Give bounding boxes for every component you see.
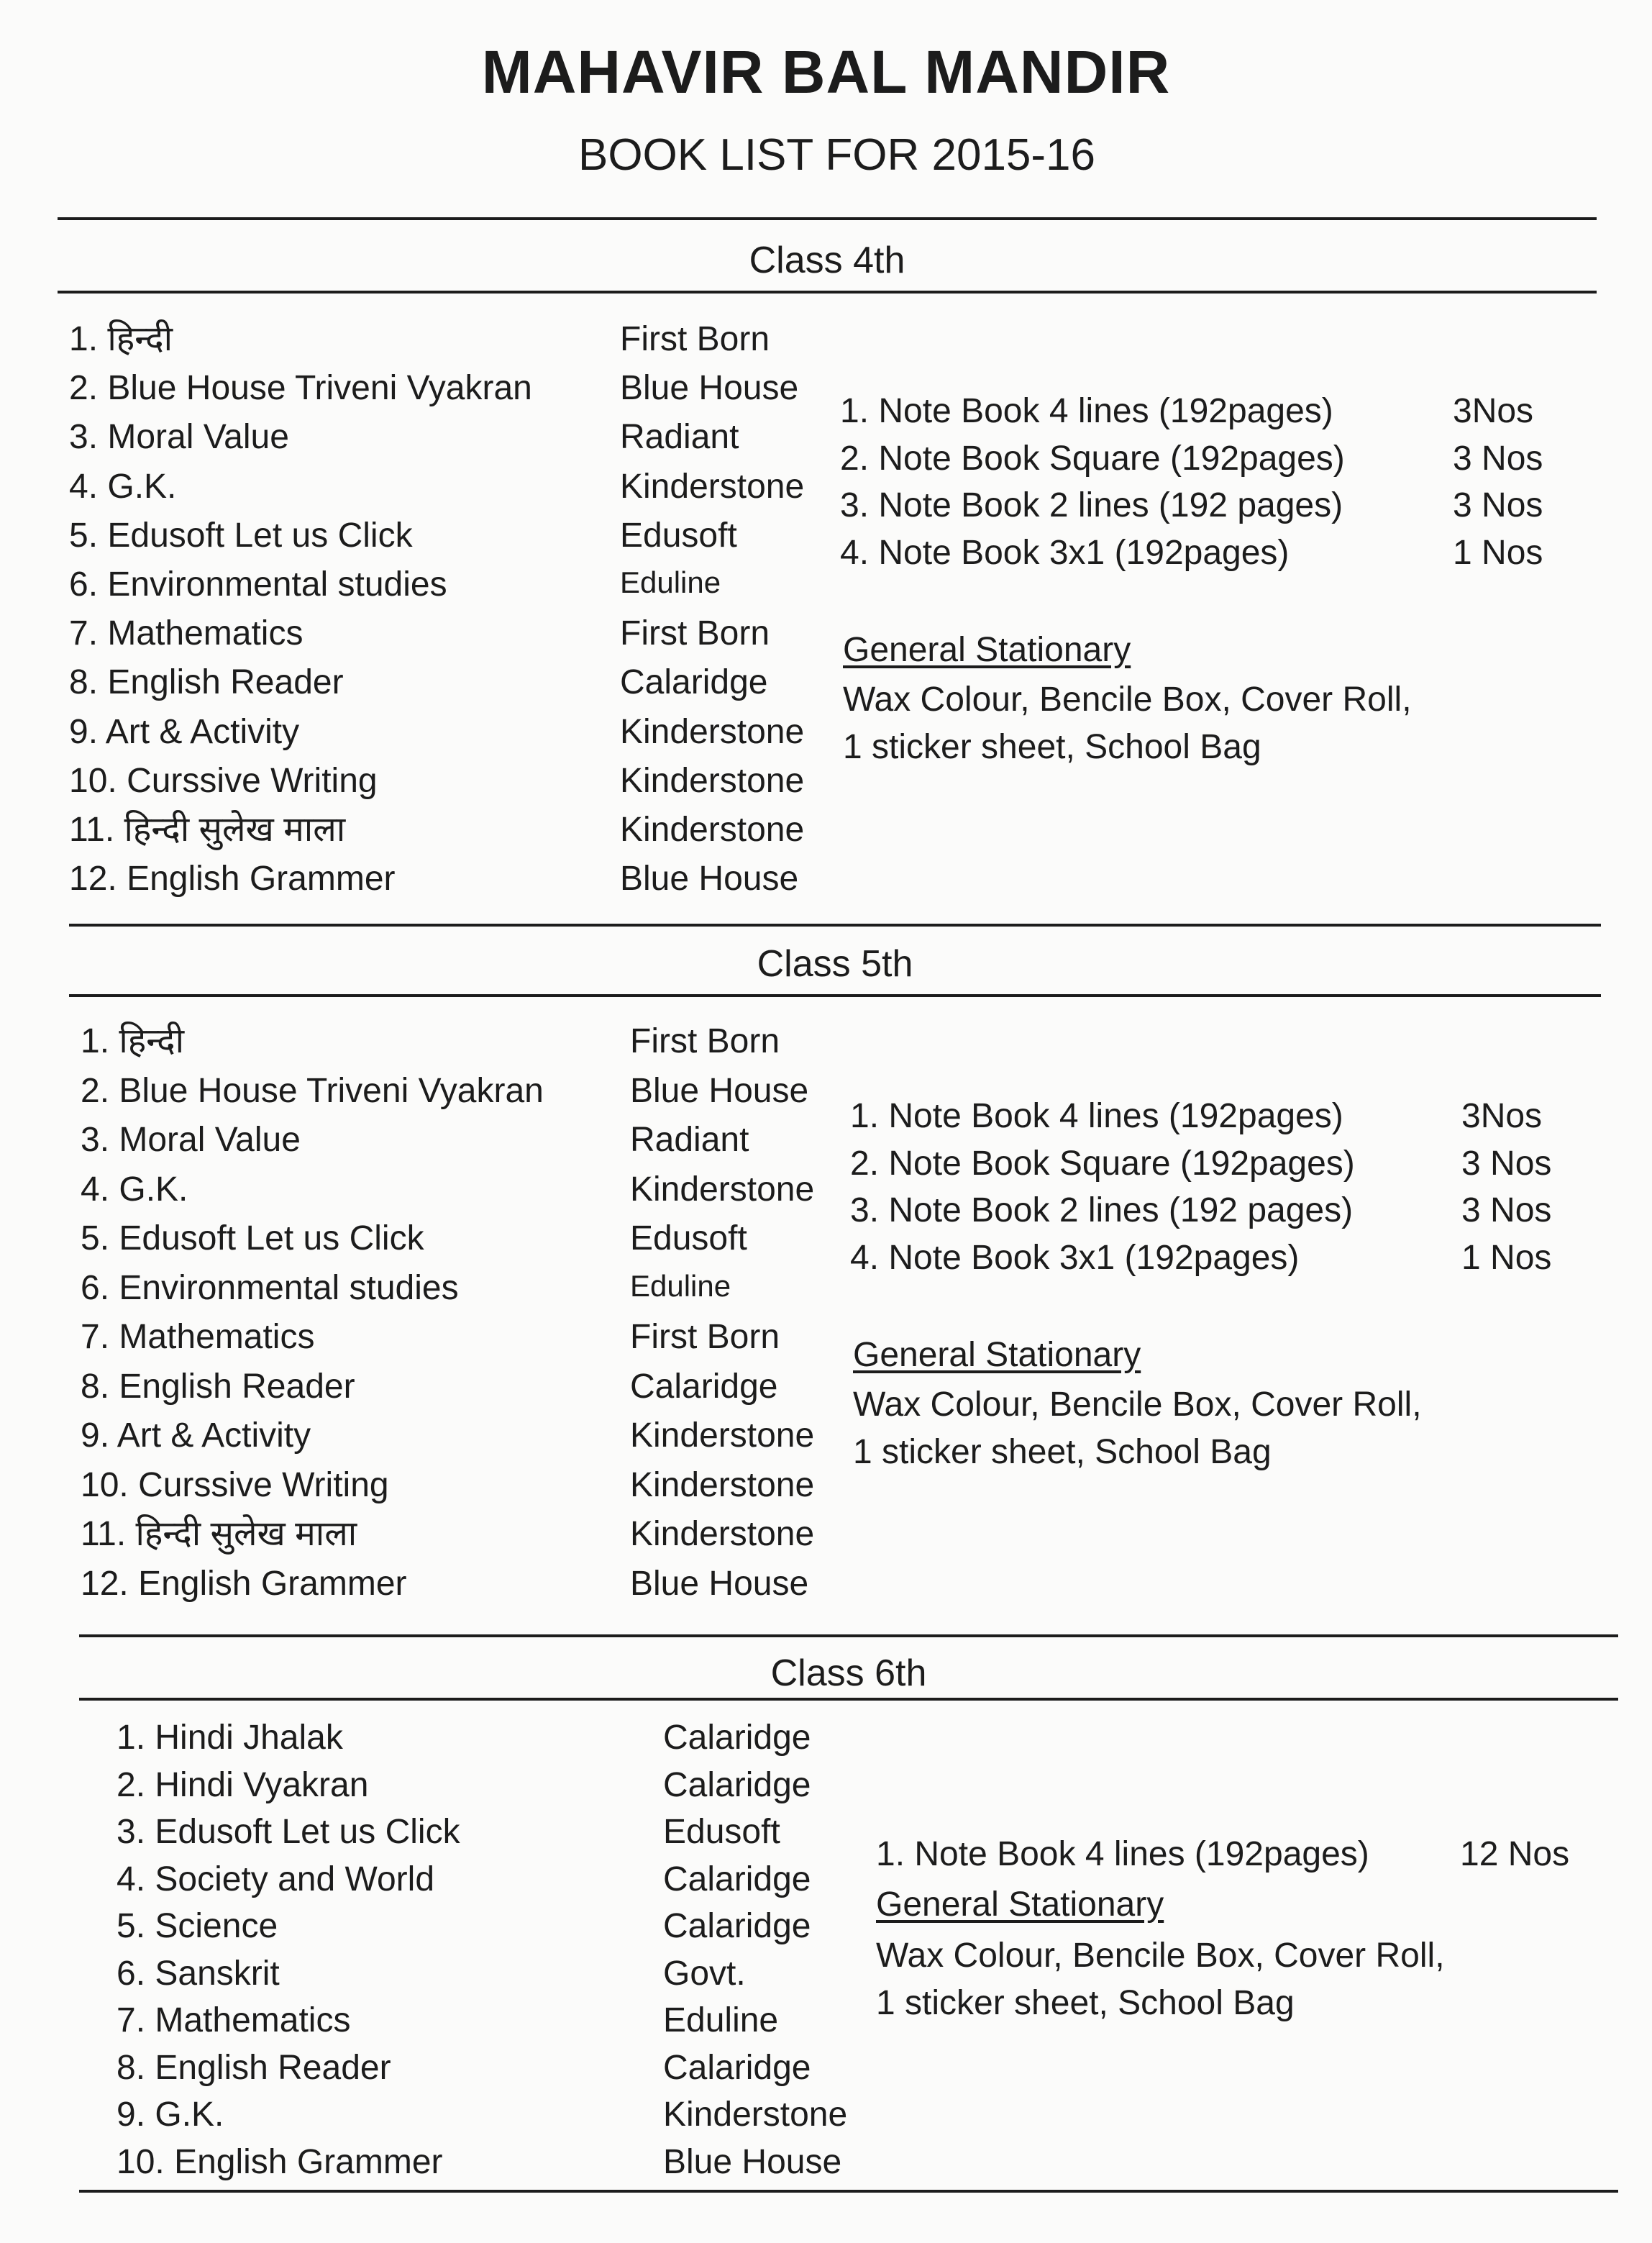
book-publisher: Kinderstone [630,1515,815,1553]
book-publisher: Edusoft [630,1219,747,1257]
book-title: 2. Hindi Vyakran [117,1766,369,1804]
book-publisher: First Born [620,320,770,358]
book-list-heading: BOOK LIST FOR 2015-16 [578,130,1096,180]
book-publisher: Kinderstone [620,811,805,849]
book-title: 5. Science [117,1907,278,1945]
class-4th-heading: Class 4th [749,240,905,281]
book-publisher: Kinderstone [620,468,805,506]
class-6th-heading-rule [79,1698,1618,1701]
book-title: 7. Mathematics [117,2001,351,2039]
general-stationary-line: Wax Colour, Bencile Box, Cover Roll, [843,681,1412,719]
class-5th-heading: Class 5th [757,943,913,985]
general-stationary-line: 1 sticker sheet, School Bag [876,1984,1295,2022]
book-title: 10. Curssive Writing [81,1466,389,1504]
notebook-quantity: 1 Nos [1461,1239,1552,1277]
class-6th-heading: Class 6th [770,1652,927,1694]
notebook-quantity: 3 Nos [1453,440,1543,478]
general-stationary-heading: General Stationary [843,631,1131,669]
book-title: 10. English Grammer [117,2143,443,2181]
book-title: 2. Blue House Triveni Vyakran [69,369,532,407]
class-5th-top-rule [69,924,1601,927]
general-stationary-heading: General Stationary [876,1885,1164,1924]
notebook-item: 1. Note Book 4 lines (192pages) [840,392,1333,430]
class-4th-heading-rule [58,291,1597,294]
general-stationary-heading: General Stationary [853,1336,1141,1374]
notebook-quantity: 3Nos [1453,392,1534,430]
school-title: MAHAVIR BAL MANDIR [481,38,1171,106]
book-publisher: Calaridge [663,1860,811,1898]
book-publisher: Edusoft [620,517,737,555]
book-title: 1. Hindi Jhalak [117,1719,343,1757]
book-title: 5. Edusoft Let us Click [81,1219,424,1257]
book-publisher: Kinderstone [620,762,805,800]
book-publisher: Calaridge [663,1766,811,1804]
book-title: 9. Art & Activity [69,713,300,751]
general-stationary-line: Wax Colour, Bencile Box, Cover Roll, [853,1386,1422,1424]
book-publisher: Blue House [620,860,799,898]
book-title: 8. English Reader [81,1368,355,1406]
notebook-item: 3. Note Book 2 lines (192 pages) [850,1191,1354,1229]
notebook-item: 1. Note Book 4 lines (192pages) [876,1835,1369,1873]
book-publisher: First Born [630,1022,780,1060]
book-publisher: Edusoft [663,1813,780,1851]
notebook-quantity: 1 Nos [1453,534,1543,572]
book-publisher: Eduline [620,565,721,599]
class-6th-bottom-rule [79,2190,1618,2193]
book-title: 1. हिन्दी [81,1022,185,1060]
book-publisher: Blue House [630,1072,809,1110]
class-4th-top-rule [58,217,1597,220]
book-publisher: Blue House [630,1565,809,1603]
notebook-item: 4. Note Book 3x1 (192pages) [850,1239,1300,1277]
class-6th-top-rule [79,1634,1618,1637]
general-stationary-line: 1 sticker sheet, School Bag [843,728,1261,766]
book-publisher: Kinderstone [630,1416,815,1455]
book-publisher: Blue House [620,369,799,407]
book-publisher: Blue House [663,2143,842,2181]
book-title: 1. हिन्दी [69,320,173,358]
book-publisher: Kinderstone [620,713,805,751]
general-stationary-line: 1 sticker sheet, School Bag [853,1433,1272,1471]
book-title: 10. Curssive Writing [69,762,378,800]
book-title: 7. Mathematics [81,1318,315,1356]
book-title: 12. English Grammer [69,860,396,898]
notebook-item: 4. Note Book 3x1 (192pages) [840,534,1290,572]
notebook-quantity: 3Nos [1461,1097,1543,1135]
book-publisher: Radiant [620,418,739,456]
book-title: 11. हिन्दी सुलेख माला [69,811,346,849]
book-title: 2. Blue House Triveni Vyakran [81,1072,544,1110]
book-title: 3. Moral Value [81,1121,301,1159]
book-publisher: Kinderstone [630,1170,815,1209]
book-title: 8. English Reader [69,663,344,701]
book-title: 6. Environmental studies [81,1269,459,1307]
book-publisher: Kinderstone [663,2096,848,2134]
book-title: 6. Sanskrit [117,1955,280,1993]
notebook-quantity: 3 Nos [1453,486,1543,524]
book-publisher: Calaridge [663,1719,811,1757]
book-title: 3. Edusoft Let us Click [117,1813,460,1851]
class-5th-heading-rule [69,994,1601,997]
book-publisher: Govt. [663,1955,746,1993]
book-title: 5. Edusoft Let us Click [69,517,413,555]
book-publisher: Calaridge [663,1907,811,1945]
book-publisher: Kinderstone [630,1466,815,1504]
book-title: 4. G.K. [81,1170,188,1209]
book-title: 3. Moral Value [69,418,289,456]
book-title: 9. Art & Activity [81,1416,311,1455]
general-stationary-line: Wax Colour, Bencile Box, Cover Roll, [876,1937,1445,1975]
book-publisher: Calaridge [663,2049,811,2087]
notebook-quantity: 3 Nos [1461,1145,1552,1183]
book-publisher: Eduline [630,1269,731,1303]
notebook-item: 1. Note Book 4 lines (192pages) [850,1097,1343,1135]
book-title: 8. English Reader [117,2049,391,2087]
book-publisher: Eduline [663,2001,779,2039]
book-title: 4. G.K. [69,468,177,506]
notebook-item: 3. Note Book 2 lines (192 pages) [840,486,1343,524]
book-publisher: Calaridge [630,1368,778,1406]
book-title: 7. Mathematics [69,614,304,652]
book-title: 6. Environmental studies [69,565,447,604]
book-publisher: Radiant [630,1121,749,1159]
book-publisher: First Born [620,614,770,652]
notebook-item: 2. Note Book Square (192pages) [850,1145,1355,1183]
notebook-quantity: 3 Nos [1461,1191,1552,1229]
notebook-quantity: 12 Nos [1460,1835,1570,1873]
book-title: 9. G.K. [117,2096,224,2134]
book-title: 4. Society and World [117,1860,435,1898]
book-publisher: First Born [630,1318,780,1356]
notebook-item: 2. Note Book Square (192pages) [840,440,1345,478]
book-publisher: Calaridge [620,663,768,701]
book-title: 11. हिन्दी सुलेख माला [81,1515,357,1553]
book-title: 12. English Grammer [81,1565,407,1603]
